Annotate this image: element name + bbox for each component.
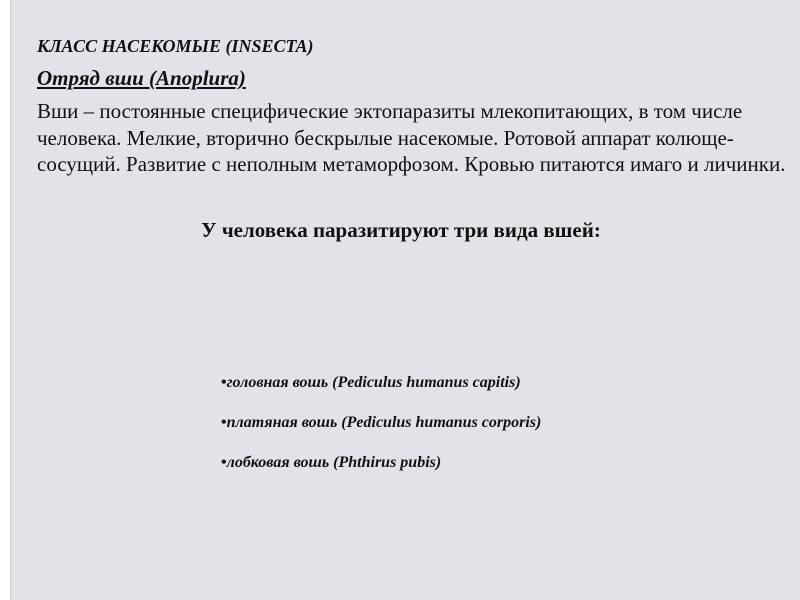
species-subtitle: У человека паразитируют три вида вшей: [201,218,601,242]
class-title: КЛАСС НАСЕКОМЫЕ (INSECTA) [37,36,314,56]
species-name: лобковая вошь (Phthirus pubis) [226,454,442,471]
bullet-icon: • [221,414,227,431]
species-list [221,372,541,492]
description-text: Вши – постоянные специфические эктопаразиты млекопитающих, в том числе человека. Мелкие, вторично бескрылые насекомые. Ротовой аппарат колюще-сосущий. Развитие с неполным метаморфозом. Кровью питаются имаго и личинки. [37,99,786,176]
bullet-icon: • [221,454,227,471]
order-title: Отряд вши (Anoplura) [37,66,246,90]
bullet-icon: • [221,374,227,391]
species-name: платяная вошь (Pediculus humanus corporis) [226,414,542,431]
slide [10,0,800,600]
list-item [221,452,541,492]
list-item [221,412,541,452]
species-name: головная вошь (Pediculus humanus capitis) [226,374,521,391]
list-item [221,372,541,412]
